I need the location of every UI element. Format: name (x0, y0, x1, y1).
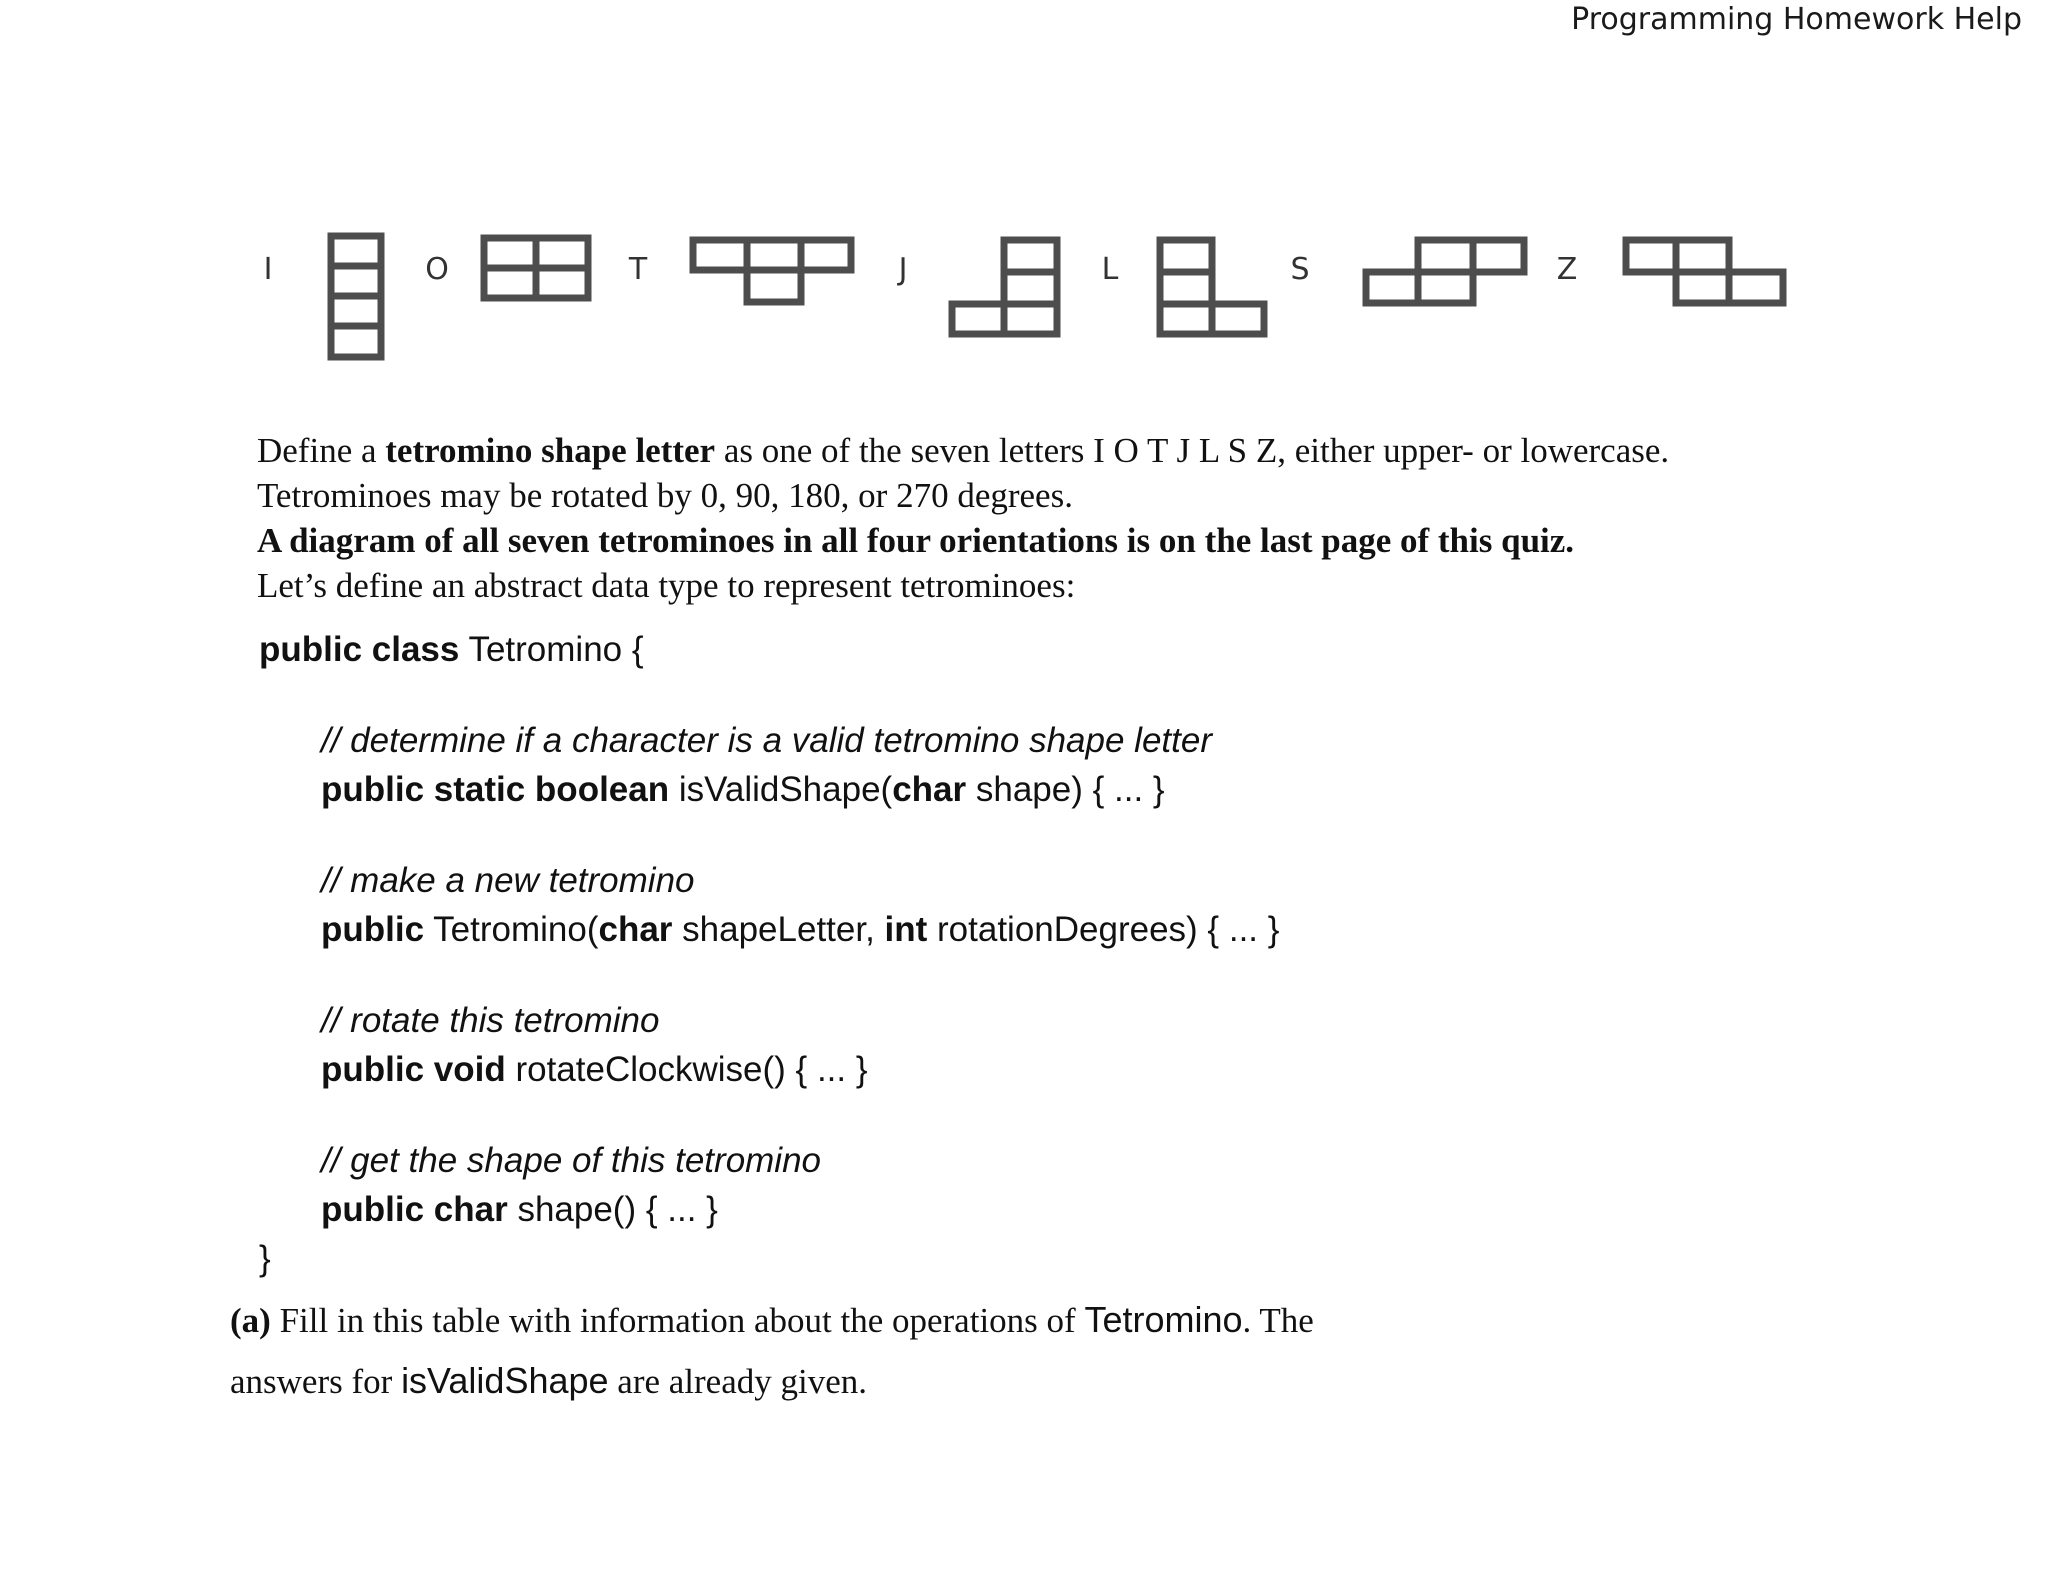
tetromino-letter-t: T (628, 252, 648, 287)
j-tetromino-icon (952, 240, 1057, 334)
tetromino-letter-z: Z (1556, 252, 1578, 287)
tetromino-diagram (0, 0, 2048, 380)
term-tetromino-shape-letter: tetromino shape letter (385, 431, 716, 470)
intro-line-1: Define a tetromino shape letter as one of the seven letters I O T J L S Z, either upper- or lowercase. (257, 431, 1670, 470)
class-declaration: public class Tetromino { (259, 630, 644, 669)
method-signature-constructor: public Tetromino(char shapeLetter, int rotationDegrees) { ... } (321, 910, 1280, 949)
intro-text (257, 428, 2017, 608)
question-line-1: (a) Fill in this table with information about the operations of Tetromino. The (230, 1299, 1314, 1340)
i-tetromino-icon (331, 236, 381, 357)
o-tetromino-icon (484, 238, 588, 298)
tetromino-letter-j: J (898, 252, 908, 287)
inline-code-isvalidshape: isValidShape (401, 1360, 609, 1401)
question-label: (a) (230, 1301, 271, 1340)
method-signature-isvalidshape: public static boolean isValidShape(char shape) { ... } (321, 770, 1165, 809)
intro-line-3: A diagram of all seven tetrominoes in all four orientations is on the last page of this quiz. (257, 521, 1575, 560)
code-comment: // get the shape of this tetromino (321, 1141, 822, 1180)
intro-line-2: Tetrominoes may be rotated by 0, 90, 180, or 270 degrees. (257, 476, 1073, 515)
page-header: Programming Homework Help (1571, 2, 2022, 37)
t-tetromino-icon (693, 240, 851, 302)
tetromino-letter-s: S (1290, 252, 1310, 287)
question-line-2: answers for isValidShape are already given. (230, 1360, 868, 1401)
tetromino-letter-l: L (1101, 252, 1119, 287)
s-tetromino-icon (1366, 240, 1524, 303)
method-signature-shape: public char shape() { ... } (321, 1190, 718, 1229)
code-comment: // make a new tetromino (321, 861, 695, 900)
code-comment: // rotate this tetromino (321, 1001, 660, 1040)
question-a (230, 1290, 1630, 1412)
code-listing (259, 625, 1279, 1283)
tetromino-letter-i: I (263, 252, 273, 287)
tetromino-letter-o: O (425, 252, 449, 287)
z-tetromino-icon (1626, 240, 1783, 303)
intro-line-4: Let’s define an abstract data type to represent tetrominoes: (257, 566, 1076, 605)
code-comment: // determine if a character is a valid tetromino shape letter (321, 721, 1212, 760)
method-signature-rotateclockwise: public void rotateClockwise() { ... } (321, 1050, 868, 1089)
inline-code-tetromino: Tetromino (1084, 1299, 1243, 1340)
class-closing-brace: } (259, 1239, 271, 1278)
l-tetromino-icon (1160, 240, 1264, 334)
